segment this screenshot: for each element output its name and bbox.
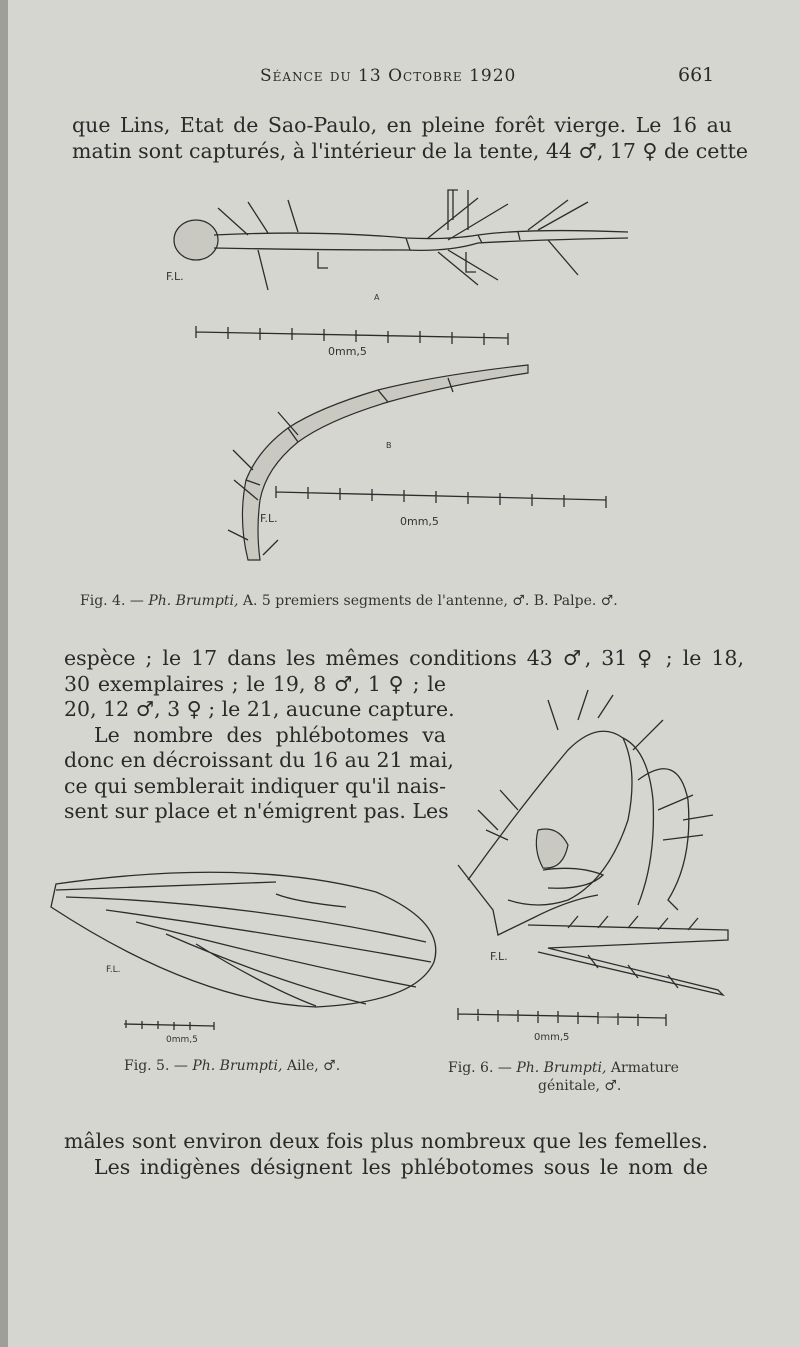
figure-5-scale-bar — [124, 1020, 214, 1030]
figure-5-scale-label: 0mm,5 — [166, 1035, 198, 1045]
text-line: 20, 12 ♂, 3 ♀ ; le 21, aucune capture. — [64, 697, 455, 721]
text-line: matin sont capturés, à l'intérieur de la tente, 44 ♂, 17 ♀ de cette — [72, 138, 748, 163]
caption-text: Aile, ♂. — [282, 1058, 341, 1074]
text-line: mâles sont environ deux fois plus nombreux que les femelles. — [64, 1129, 708, 1153]
figure-4b-scale-bar — [276, 486, 606, 508]
antenna-bristles — [218, 198, 588, 290]
figure-4-drawing — [148, 180, 648, 580]
paragraph-top — [72, 113, 748, 164]
figure-4-caption — [80, 593, 618, 609]
caption-species: Ph. Brumpti, — [516, 1060, 607, 1076]
figure-6-scale-bar — [458, 1008, 666, 1026]
running-header — [8, 66, 800, 94]
text-line: Le nombre des phlébotomes va — [94, 722, 446, 747]
figure-4a-label: A — [374, 293, 380, 302]
genital-lobe — [543, 868, 603, 888]
text-line: 30 exemplaires ; le 19, 8 ♂, 1 ♀ ; le — [64, 671, 446, 696]
text-line: ce qui semblerait indiquer qu'il nais- — [64, 773, 446, 798]
antenna-sensilla — [318, 190, 476, 272]
figure-4b-scale-label: 0mm,5 — [400, 515, 439, 528]
figure-4a-scale-bar — [196, 326, 508, 345]
figure-4b-label: B — [386, 441, 392, 450]
wing-outline — [51, 872, 436, 1007]
palp-joints — [246, 378, 453, 485]
text-line: donc en décroissant du 16 au 21 mai, — [64, 748, 454, 772]
genital-coxite — [468, 731, 632, 905]
caption-prefix: Fig. 6. — — [448, 1060, 517, 1076]
figure-6-scale-label: 0mm,5 — [534, 1032, 570, 1043]
figure-4b-initials: F.L. — [260, 512, 278, 525]
text-line: que Lins, Etat de Sao-Paulo, en pleine forêt vierge. Le 16 au — [72, 113, 732, 137]
paragraph-bottom — [64, 1129, 708, 1180]
book-page — [8, 0, 800, 1347]
header-title: Séance du 13 Octobre 1920 — [260, 66, 517, 86]
text-line: Les indigènes désignent les phlébotomes sous le nom de — [94, 1154, 708, 1179]
genital-appendages — [458, 865, 728, 995]
caption-line-2: génitale, ♂. — [538, 1078, 622, 1094]
caption-prefix: Fig. 4. — — [80, 593, 149, 609]
figure-6-caption — [448, 1060, 679, 1094]
caption-species: Ph. Brumpti, — [192, 1058, 283, 1074]
figure-4a-initials: F.L. — [166, 270, 184, 283]
figure-4a-scale-label: 0mm,5 — [328, 345, 367, 358]
page-left-edge — [0, 0, 8, 1347]
caption-species: Ph. Brumpti, — [148, 593, 239, 609]
text-line: espèce ; le 17 dans les mêmes conditions 43 ♂, 31 ♀ ; le 18, — [64, 646, 744, 670]
genital-dark-organ — [536, 829, 568, 868]
caption-text: Armature — [606, 1060, 679, 1076]
antenna-outline — [214, 231, 628, 251]
figure-5-caption — [124, 1058, 340, 1074]
genital-bristles — [478, 690, 713, 988]
genital-style — [623, 738, 689, 910]
figure-5-drawing — [46, 862, 446, 1052]
caption-text: A. 5 premiers segments de l'antenne, ♂. B. Palpe. ♂. — [238, 593, 618, 609]
palp-segments — [242, 365, 528, 560]
antenna-head — [174, 220, 218, 260]
figure-6-initials: F.L. — [490, 950, 508, 963]
text-line: sent sur place et n'émigrent pas. Les — [64, 799, 449, 823]
figure-6-drawing — [438, 690, 738, 1050]
figure-5-initials: F.L. — [106, 965, 121, 975]
page-number: 661 — [678, 64, 715, 86]
caption-prefix: Fig. 5. — — [124, 1058, 193, 1074]
